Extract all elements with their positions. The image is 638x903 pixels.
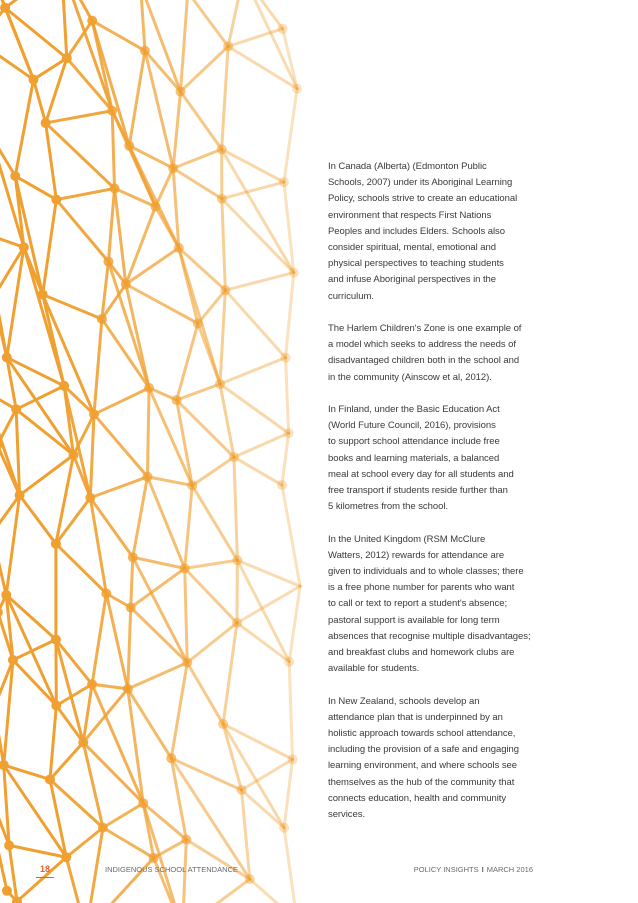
text-line: connects education, health and community: [328, 792, 507, 804]
network-node: [128, 552, 138, 562]
network-line: [289, 586, 300, 661]
network-line: [94, 388, 149, 414]
network-line: [234, 457, 282, 485]
network-node: [61, 852, 71, 862]
network-line: [147, 388, 149, 477]
text-line: learning environment, and where schools see: [328, 760, 518, 772]
network-line: [147, 477, 184, 569]
network-line: [94, 414, 147, 476]
page-number: 18: [40, 864, 51, 874]
text-line: a model which seeks to address the needs of: [328, 339, 516, 351]
text-line: (World Future Council, 2016), provisions: [328, 420, 496, 432]
network-line: [90, 477, 147, 498]
network-line: [141, 0, 181, 92]
network-node: [172, 395, 182, 405]
network-line: [237, 560, 289, 661]
network-line: [185, 485, 193, 568]
network-line: [131, 568, 185, 607]
network-node: [217, 194, 227, 204]
network-line: [192, 457, 234, 485]
network-node: [89, 409, 99, 419]
text-line: attendance plan that is underpinned by an: [328, 711, 503, 723]
network-node: [121, 279, 131, 289]
network-line: [131, 557, 133, 607]
network-node: [62, 53, 72, 63]
network-line: [129, 51, 145, 146]
network-line: [108, 188, 114, 261]
network-node: [124, 141, 134, 151]
network-node: [288, 754, 298, 764]
network-node: [59, 381, 69, 391]
text-line: In the United Kingdom (RSM McClure: [328, 533, 486, 545]
text-line: Schools, 2007) under its Aboriginal Learning: [328, 177, 513, 189]
network-node: [279, 823, 289, 833]
network-node: [217, 144, 227, 154]
network-line: [177, 323, 198, 400]
text-line: pastoral support is available for long term: [328, 614, 500, 626]
network-node: [85, 493, 95, 503]
network-line: [94, 319, 102, 414]
network-node: [4, 840, 14, 850]
network-node: [140, 46, 150, 56]
network-node: [68, 450, 78, 460]
network-node: [292, 84, 302, 94]
network-line: [289, 662, 292, 760]
network-line: [222, 46, 228, 149]
network-line: [62, 0, 67, 58]
text-line: including the provision of a safe and engaging: [328, 744, 520, 756]
network-line: [187, 663, 223, 724]
network-node: [232, 555, 242, 565]
network-node: [284, 657, 294, 667]
network-node: [103, 257, 113, 267]
network-line: [92, 684, 128, 689]
network-line: [126, 284, 198, 323]
text-line: and breakfast clubs and homework clubs are: [328, 647, 515, 659]
network-line: [242, 759, 293, 790]
network-node: [107, 106, 117, 116]
network-line: [90, 414, 94, 497]
network-node: [138, 798, 148, 808]
network-node: [101, 588, 111, 598]
text-line: to call or text to report a student's absence;: [328, 598, 508, 610]
network-node: [28, 75, 38, 85]
body-text: [328, 159, 543, 839]
network-line: [185, 568, 188, 662]
text-line: themselves as the hub of the community that: [328, 776, 515, 788]
network-line: [33, 80, 45, 123]
network-node: [78, 737, 88, 747]
network-line: [5, 0, 61, 8]
network-line: [222, 182, 284, 199]
network-line: [242, 790, 285, 828]
network-line: [282, 485, 300, 586]
network-line: [0, 42, 33, 80]
network-line: [220, 384, 289, 433]
network-node: [166, 753, 176, 763]
network-node: [237, 785, 247, 795]
network-line: [225, 273, 293, 291]
network-line: [188, 0, 228, 46]
network-line: [103, 803, 143, 827]
network-node: [45, 774, 55, 784]
network-node: [229, 452, 239, 462]
text-line: disadvantaged children both in the school and: [328, 355, 520, 367]
network-line: [173, 149, 221, 168]
network-line: [20, 495, 56, 544]
text-line: holistic approach towards school attendance,: [328, 728, 516, 740]
network-line: [6, 595, 56, 640]
paragraph-finland: [328, 402, 543, 515]
network-line: [46, 111, 113, 123]
text-line: curriculum.: [328, 290, 374, 302]
network-node: [0, 607, 3, 617]
network-node: [144, 383, 154, 393]
network-line: [171, 663, 187, 759]
network-line: [173, 168, 222, 199]
network-line: [220, 358, 286, 384]
network-line: [50, 742, 83, 779]
network-line: [147, 477, 192, 486]
text-line: consider spiritual, mental, emotional and: [328, 242, 496, 254]
text-line: in the community (Ainscow et al, 2012).: [328, 371, 492, 383]
network-node: [215, 379, 225, 389]
network-node: [51, 635, 61, 645]
network-node: [174, 243, 184, 253]
network-node: [180, 563, 190, 573]
network-node: [223, 41, 233, 51]
network-line: [46, 58, 67, 123]
network-node: [182, 658, 192, 668]
text-line: In Canada (Alberta) (Edmonton Public: [328, 161, 487, 172]
footer-separator: I: [481, 865, 484, 874]
network-node: [168, 163, 178, 173]
paragraph-harlem: [328, 321, 543, 386]
text-line: meal at school every day for all students and: [328, 468, 514, 480]
network-line: [182, 879, 249, 903]
text-line: books and learning materials, a balanced: [328, 452, 500, 464]
publication-date: MARCH 2016: [486, 865, 533, 874]
network-line: [192, 485, 237, 560]
network-line: [83, 742, 143, 803]
network-line: [46, 123, 57, 200]
network-line: [131, 607, 188, 662]
network-line: [15, 80, 33, 176]
network-node: [150, 202, 160, 212]
text-line: environment that respects First Nations: [328, 209, 492, 221]
page-footer: [0, 864, 638, 878]
network-line: [46, 123, 115, 188]
footer-series-date: [414, 865, 533, 874]
text-line: In Finland, under the Basic Education Act: [328, 404, 500, 416]
network-line: [133, 477, 148, 557]
text-line: In New Zealand, schools develop an: [328, 695, 480, 707]
network-node: [38, 289, 48, 299]
network-node: [1, 590, 11, 600]
network-line: [181, 0, 188, 92]
network-node: [277, 480, 287, 490]
network-node: [126, 602, 136, 612]
network-line: [56, 200, 108, 262]
network-line: [0, 134, 15, 176]
network-node: [187, 480, 197, 490]
network-line: [83, 742, 103, 827]
network-line: [223, 724, 241, 790]
network-node: [142, 472, 152, 482]
network-line: [56, 188, 114, 199]
text-line: Peoples and includes Elders. Schools also: [328, 225, 505, 237]
network-line: [185, 568, 237, 623]
network-line: [282, 433, 289, 485]
page-number-underline: [36, 877, 54, 878]
network-line: [177, 384, 220, 400]
network-line: [284, 89, 297, 182]
network-line: [284, 759, 292, 827]
text-line: available for students.: [328, 663, 420, 675]
network-line: [149, 388, 192, 486]
text-line: The Harlem Children's Zone is one example of: [328, 323, 522, 335]
network-node: [11, 404, 21, 414]
network-node: [193, 318, 203, 328]
text-line: absences that recognise multiple disadvantages;: [328, 630, 531, 642]
paragraph-canada: [328, 159, 543, 305]
document-title: INDIGENOUS SCHOOL ATTENDANCE: [105, 865, 238, 874]
network-line: [13, 660, 56, 706]
network-node: [87, 679, 97, 689]
network-node: [281, 353, 291, 363]
text-line: and infuse Aboriginal perspectives in the: [328, 274, 497, 286]
network-line: [56, 684, 92, 705]
network-line: [0, 8, 5, 42]
network-node: [278, 24, 288, 34]
network-node: [220, 285, 230, 295]
network-line: [112, 111, 114, 189]
network-node: [51, 701, 61, 711]
network-line: [228, 0, 243, 46]
network-line: [187, 623, 237, 663]
network-line: [198, 323, 220, 384]
network-node: [2, 886, 12, 896]
network-node: [284, 428, 294, 438]
network-line: [106, 593, 127, 688]
network-line: [234, 457, 237, 560]
network-node: [15, 490, 25, 500]
network-line: [92, 593, 106, 684]
network-line: [128, 663, 187, 689]
network-node: [0, 3, 10, 13]
text-line: services.: [328, 809, 366, 821]
network-line: [50, 706, 56, 780]
network-line: [181, 92, 222, 150]
network-node: [176, 87, 186, 97]
network-node: [98, 823, 108, 833]
network-line: [133, 557, 185, 568]
network-line: [198, 290, 225, 323]
network-node: [41, 118, 51, 128]
network-line: [286, 358, 289, 434]
text-line: free transport if students reside further than: [328, 485, 508, 497]
network-node: [19, 242, 29, 252]
network-line: [286, 273, 294, 358]
network-line: [220, 290, 225, 384]
paragraph-united-kingdom: [328, 532, 543, 678]
network-node: [123, 684, 133, 694]
series-name: POLICY INSIGHTS: [413, 865, 479, 874]
text-line: is a free phone number for parents who want: [328, 582, 515, 594]
network-node: [218, 719, 228, 729]
network-line: [185, 560, 238, 568]
network-node: [8, 655, 18, 665]
network-line: [103, 828, 154, 858]
text-line: 5 kilometres from the school.: [328, 501, 448, 513]
network-line: [222, 199, 226, 290]
network-node: [51, 539, 61, 549]
network-node: [10, 171, 20, 181]
text-line: physical perspectives to teaching students: [328, 258, 504, 270]
text-line: Policy, schools strive to create an educational: [328, 193, 518, 205]
network-node: [181, 835, 191, 845]
network-line: [223, 623, 237, 724]
network-line: [237, 623, 289, 662]
network-line: [250, 879, 297, 903]
network-node: [87, 16, 97, 26]
network-node: [232, 618, 242, 628]
network-line: [237, 586, 300, 623]
network-node: [2, 352, 12, 362]
network-line: [237, 560, 300, 586]
text-line: given to individuals and to whole classes; there: [328, 566, 524, 578]
network-line: [43, 200, 57, 295]
network-node: [110, 183, 120, 193]
text-line: to support school attendance include free: [328, 436, 500, 448]
network-node: [51, 195, 61, 205]
network-node: [149, 853, 159, 863]
network-line: [128, 607, 131, 688]
network-node: [289, 268, 299, 278]
network-line: [155, 168, 173, 206]
network-line: [181, 46, 229, 91]
network-line: [225, 290, 285, 357]
paragraph-new-zealand: [328, 694, 543, 824]
network-node: [279, 177, 289, 187]
network-line: [234, 433, 289, 457]
network-line: [16, 409, 73, 455]
network-line: [141, 0, 145, 51]
network-line: [0, 533, 6, 595]
network-node: [97, 314, 107, 324]
network-line: [173, 92, 180, 169]
text-line: Watters, 2012) rewards for attendance are: [328, 549, 505, 561]
